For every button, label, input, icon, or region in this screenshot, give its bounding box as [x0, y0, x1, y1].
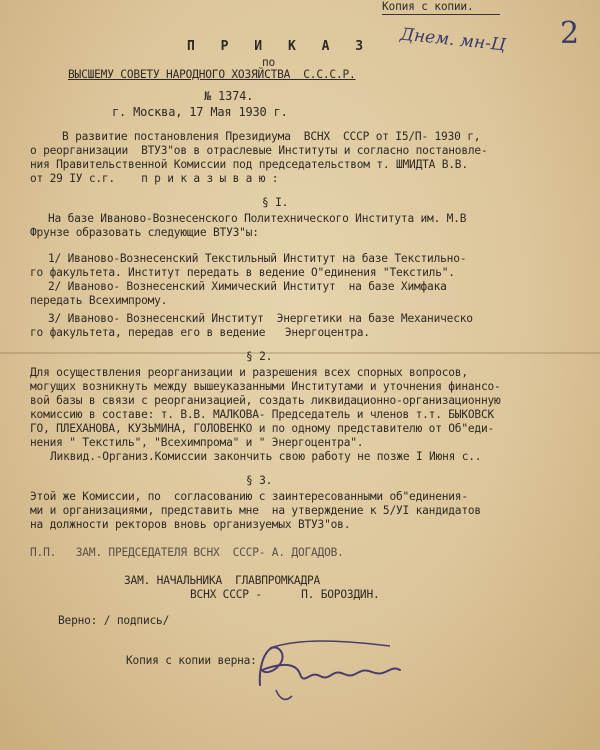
title-po: по [262, 56, 276, 69]
section-1-item: 2/ Иваново- Вознесенский Химический Институт на базе Химфака [48, 280, 447, 293]
section-2-text: вой базы в связи с реорганизацией, создать ликвидационно-организационную [30, 394, 501, 407]
section-1-item: го факультета. Институт передать в ведение О"единения "Текстиль". [30, 266, 455, 279]
section-3-text: ми и организациями, представить мне на утверждение к 5/УI кандидатов [30, 504, 481, 517]
handwritten-page-number: 2 [560, 16, 580, 51]
section-2-text: Для осуществления реорганизации и разрешения всех спорных вопросов, [30, 366, 468, 379]
preamble-line: о реорганизации ВТУЗ"ов в отраслевые Институты и согласно постановле- [30, 144, 488, 157]
copy-note: Копия с копии. [382, 0, 474, 13]
copy-note-underline [382, 14, 500, 15]
section-1-text: Фрунзе образовать следующие ВТУЗ"ы: [30, 226, 259, 239]
order-number: № 1374. [204, 89, 254, 103]
place-date: г. Москва, 17 Мая 1930 г. [112, 105, 288, 119]
section-1-item: 1/ Иваново-Вознесенский Текстильный Институт на базе Текстильно- [48, 252, 467, 265]
section-2-heading: § 2. [246, 350, 273, 363]
section-2-text: могущих возникнуть между вышеуказанными Институтами и уточнения финансо- [30, 380, 501, 393]
preamble-line: В развитие постановления Президиума ВСНХ СССР от I5/П- 1930 г, [62, 130, 481, 143]
section-2-text: Ликвид.-Организ.Комиссии закончить свою работу не позже I Июня с.. [50, 450, 482, 463]
copy-verified-line: Копия с копии верна: [126, 654, 257, 667]
section-2-text: нения " Текстиль", "Всехимпрома" и " Энергоцентра". [30, 436, 364, 449]
section-1-text: На базе Иваново-Вознесенского Политехнического Института им. М.В [48, 212, 467, 225]
document-title: П Р И К А З [187, 39, 373, 54]
section-2-text: комиссию в составе: т. В.В. МАЛКОВА- Председатель и членов т.т. БЫКОВСК [30, 408, 495, 421]
section-3-text: Этой же Комиссии, по согласованию с заинтересованными об"единения- [30, 490, 468, 503]
section-1-item: передать Всехимпрому. [30, 294, 168, 307]
deputy-title: ЗАМ. НАЧАЛЬНИКА ГЛАВПРОМКАДРА [124, 574, 321, 587]
deputy-org: ВСНХ СССР - П. БОРОЗДИН. [190, 588, 380, 601]
section-3-text: на должности ректоров вновь организуемых ВТУЗ"ов. [30, 518, 351, 531]
preamble-line: от 29 IУ с.г. п р и к а з ы в а ю : [30, 172, 279, 185]
preamble-line: ния Правительственной Комиссии под председательством т. ШМИДТА В.В. [30, 158, 468, 171]
section-1-item: го факультета, передав его в ведение Энергоцентра. [30, 326, 370, 339]
section-1-heading: § I. [262, 196, 289, 209]
verified-line: Верно: / подпись/ [58, 614, 170, 627]
council-name: ВЫСШЕМУ СОВЕТУ НАРОДНОГО ХОЗЯЙСТВА С.С.С.Р. [68, 68, 356, 81]
section-3-heading: § 3. [246, 474, 273, 487]
section-1-item: 3/ Иваново- Вознесенский Институт Энергетики на базе Механическо [48, 312, 473, 325]
handwritten-signature [240, 630, 420, 710]
handwritten-reference: Днем. мн-Ц [399, 24, 507, 56]
section-2-text: ГО, ПЛЕХАНОВА, КУЗЬМИНА, ГОЛОВЕНКО и по одному представителю от Об"еди- [30, 422, 495, 435]
paper-fold [0, 352, 600, 354]
signed-by-line: П.П. ЗАМ. ПРЕДСЕДАТЕЛЯ ВСНХ СССР- А. ДОГАДОВ. [30, 546, 344, 559]
